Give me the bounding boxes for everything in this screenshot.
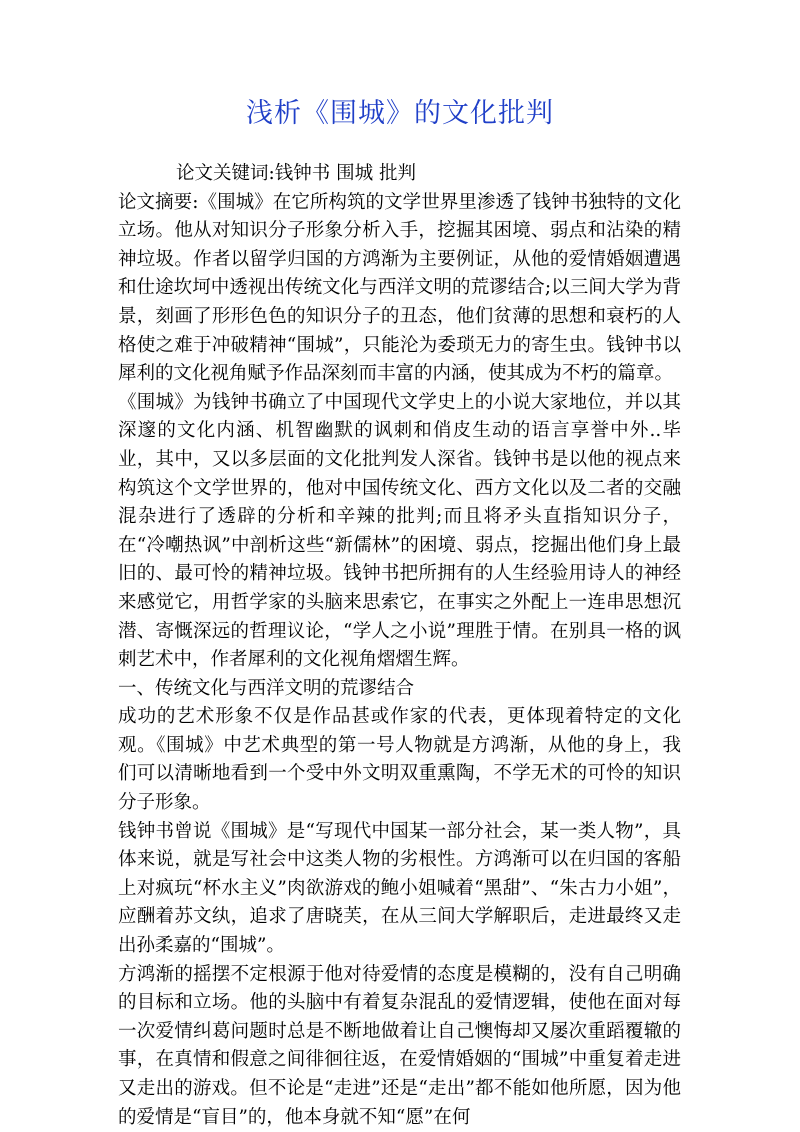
keywords-line: 论文关键词:钱钟书 围城 批判 xyxy=(176,163,416,184)
section-heading: 一、传统文化与西洋文明的荒谬结合 xyxy=(118,677,415,699)
abstract-paragraph: 论文摘要:《围城》在它所构筑的文学世界里渗透了钱钟书独特的文化立场。他从对知识分子形象分析入手，挖掘其困境、弱点和沾染的精神垃圾。作者以留学归国的方鸿渐为主要例证，从他的爱情婚姻遭遇和仕途坎坷中透视出传统文化与西洋文明的荒谬结合;以三间大学为背景，刻画了形形色色的知识分子的丑态，他们贫薄的思想和衰朽的人格使之难于冲破精神“围城”，只能沦为委琐无力的寄生虫。钱钟书以犀利的文化视角赋予作品深刻而丰富的内涵，使其成为不朽的篇章。 xyxy=(118,191,681,385)
body-paragraph: 《围城》为钱钟书确立了中国现代文学史上的小说大家地位，并以其深邃的文化内涵、机智幽默的讽刺和俏皮生动的语言享誉中外..毕业，其中，又以多层面的文化批判发人深省。钱钟书是以他的视点来构筑这个文学世界的，他对中国传统文化、西方文化以及二者的交融混杂进行了透辟的分析和辛辣的批判;而且将矛头直指知识分子，在“冷嘲热讽”中剖析这些“新儒林”的困境、弱点，挖掘出他们身上最旧的、最可怜的精神垃圾。钱钟书把所拥有的人生经验用诗人的神经来感觉它，用哲学家的头脑来思索它，在事实之外配上一连串思想沉潜、寄慨深远的哲理议论，“学人之小说”理胜于情。在别具一格的讽刺艺术中，作者犀利的文化视角熠熠生辉。 xyxy=(118,391,681,671)
document-title: 浅析《围城》的文化批判 xyxy=(246,98,554,129)
document-body xyxy=(118,160,681,1132)
body-paragraph: 方鸿渐的摇摆不定根源于他对待爱情的态度是模糊的，没有自己明确的目标和立场。他的头脑中有着复杂混乱的爱情逻辑，使他在面对每一次爱情纠葛问题时总是不断地做着让自己懊悔却又屡次重蹈覆辙的事，在真情和假意之间徘徊往返，在爱情婚姻的“围城”中重复着走进又走出的游戏。但不论是“走进”还是“走出”都不能如他所愿，因为他的爱情是“盲目”的，他本身就不知“愿”在何 xyxy=(118,963,681,1128)
body-paragraph: 成功的艺术形象不仅是作品甚或作家的代表，更体现着特定的文化观。《围城》中艺术典型的第一号人物就是方鸿渐，从他的身上，我们可以清晰地看到一个受中外文明双重熏陶，不学无术的可怜的知识分子形象。 xyxy=(118,706,681,814)
body-paragraph: 钱钟书曾说《围城》是“写现代中国某一部分社会，某一类人物”，具体来说，就是写社会中这类人物的劣根性。方鸿渐可以在归国的客船上对疯玩“杯水主义”肉欲游戏的鲍小姐喊着“黑甜”、“朱古力小姐”，应酬着苏文纨，追求了唐晓芙，在从三间大学解职后，走进最终又走出孙柔嘉的“围城”。 xyxy=(118,820,681,957)
